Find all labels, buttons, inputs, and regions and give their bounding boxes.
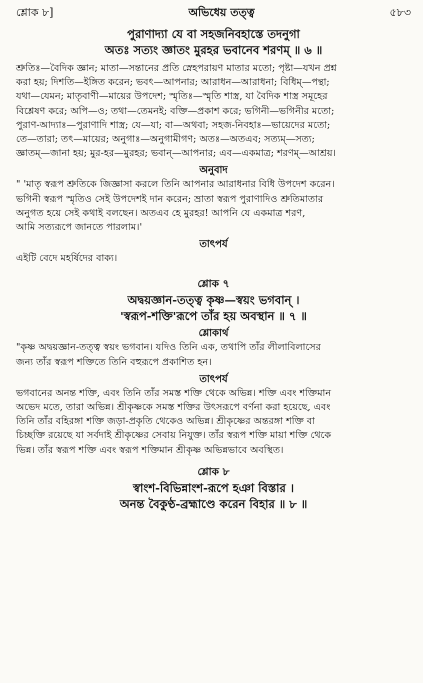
verse-7-title: শ্লোক ৭	[197, 278, 230, 291]
translation-line: আমি সত্যরূপে জানতে পারলাম।'	[16, 222, 143, 234]
purport-line: ভিন্ন। তাঁর স্বরূপ শক্তি এবং স্বরূপ শক্তিমান শ্রীকৃষ্ণ অভিন্নভাবে অবস্থিত।	[16, 444, 284, 456]
verse-7-line-1: অদ্বয়জ্ঞান-তত্ত্ব কৃষ্ণ—স্বয়ং ভগবান্ ।	[127, 293, 300, 308]
translation-heading: অনুবাদ	[199, 165, 228, 177]
word-meaning-line: করা হয়; দিশতি—ইঙ্গিত করেন; ভবৎ—আপনার; আরাধন—আরাধনা; বিধিম্—পন্থা;	[16, 77, 330, 89]
verse-6	[16, 26, 411, 58]
verse-8-line-1: স্বাংশ-বিভিন্নাংশ-রূপে হঞা বিস্তার ।	[133, 480, 294, 495]
purport-line: এইটি বেদে মহর্ষিদের বাক্য।	[16, 253, 118, 265]
verse-8-title: শ্লোক ৮	[197, 465, 230, 478]
verse-6-line-2: অতঃ সত্যং জ্ঞাতং মুরহর ভবানেব শরণম্ ॥ ৬ ॥	[104, 43, 323, 57]
word-meanings-6	[16, 62, 411, 161]
word-meaning-line: শ্রুতিঃ—বৈদিক জ্ঞান; মাতা—সন্তানের প্রতি স্নেহপরায়ণ মাতার মতো; পৃষ্টা—যখন প্রশ্ন	[16, 63, 337, 74]
word-meaning-line: পুরাণ-আদ্যাঃ—পুরাণাদি শাস্ত্র; যে—যা; বা—অথবা; সহজ-নিবহাঃ—ভায়েদের মতো;	[16, 119, 331, 131]
purport-line: অভেদ মতে, তারা অভিন্ন। শ্রীকৃষ্ণকে সমস্ত শক্তির উৎসরূপে বর্ণনা করা হয়েছে, এবং	[16, 402, 331, 414]
purport-6	[16, 252, 411, 266]
purport-line: তিনি তাঁর বহিরঙ্গা শক্তি জড়া-প্রকৃতি থেকেও অভিন্ন। শ্রীকৃষ্ণের অন্তরঙ্গা শক্তি বা	[16, 416, 315, 428]
header-page-number: ৫৮৩	[389, 6, 411, 19]
purport-heading: তাৎপর্য	[199, 239, 228, 251]
verse-7-line-2: 'স্বরূপ-শক্তি'রূপে তাঁর হয় অবস্থান ॥ ৭ ॥	[120, 309, 307, 324]
verse-8-line-2: অনন্ত বৈকুণ্ঠ-ব্রহ্মাণ্ডে করেন বিহার ॥ ৮ ॥	[119, 496, 308, 511]
word-meaning-line: তে—তারা; তৎ—মায়ের; অনুগাঃ—অনুগামীগণ; অতঃ—অতএব; সত্যম্—সত্য;	[16, 134, 315, 146]
translation-line: "কৃষ্ণ অদ্বয়জ্ঞান-তত্ত্ব স্বয়ং ভগবান। যদিও তিনি এক, তথাপি তাঁর লীলাবিলাসের	[16, 342, 321, 354]
header-verse-ref: শ্লোক ৮]	[16, 6, 54, 19]
translation-line: জন্য তাঁর স্বরূপ শক্তিতে তিনি বহুরূপে প্রকাশিত হন।	[16, 356, 212, 368]
verse-6-line-1: পুরাণাদ্যা যে বা সহজনিবহাস্তে তদনুগা	[127, 27, 300, 41]
purport-7	[16, 387, 411, 458]
verse-8	[16, 480, 411, 512]
translation-line: অনুগত হয়ে সেই কথাই বলছেন। অতএব হে মুরহর! আপনি যে একমাত্র শরণ,	[16, 207, 306, 219]
header-chapter-title: অভিধেয় তত্ত্ব	[188, 6, 255, 19]
verse-7	[16, 292, 411, 324]
word-meaning-line: জ্ঞাতম্—জানা হয়; মুর-হর—মুরহর; ভবান্—আপনার; এব—একমাত্র; শরণম্—আশ্রয়।	[16, 148, 336, 160]
translation-line: " 'মাতৃ স্বরূপ শ্রুতিকে জিজ্ঞাসা করলে তিনি আপনার আরাধনার বিধি উপদেশ করেন।	[16, 179, 335, 191]
purport-line: ভগবানের অনন্ত শক্তি, এবং তিনি তাঁর সমস্ত শক্তি থেকে অভিন্ন। শক্তি এবং শক্তিমান	[16, 387, 332, 399]
translation-7	[16, 341, 411, 369]
word-meaning-line: যথা—যেমন; মাতৃবাণী—মায়ের উপদেশ; স্মৃতিঃ—স্মৃতি শাস্ত্র, যা বৈদিক শাস্ত্র সমূহের	[16, 91, 328, 103]
purport-line: চিচ্ছক্তি রয়েছে যা সর্বদাই শ্রীকৃষ্ণের সেবায় নিযুক্ত। তাঁর স্বরূপ শক্তি মায়া শক্তি থেকে	[16, 430, 332, 442]
translation-6	[16, 178, 411, 235]
translation-line: ভগিনী স্বরূপ স্মৃতিও সেই উপদেশই দান করেন; ভ্রাতা স্বরূপ পুরাণাদিও শ্রুতিমাতার	[16, 193, 324, 205]
shlokartha-heading: শ্লোকার্থ	[198, 328, 229, 340]
word-meaning-line: বিশ্লেষণ করে; অপি—ও; তথা—তেমনই; বক্তি—প্রকাশ করে; ভগিনী—ভগিনীর মতো;	[16, 105, 335, 117]
running-header	[16, 6, 411, 22]
purport-heading-7: তাৎপর্য	[199, 373, 228, 385]
